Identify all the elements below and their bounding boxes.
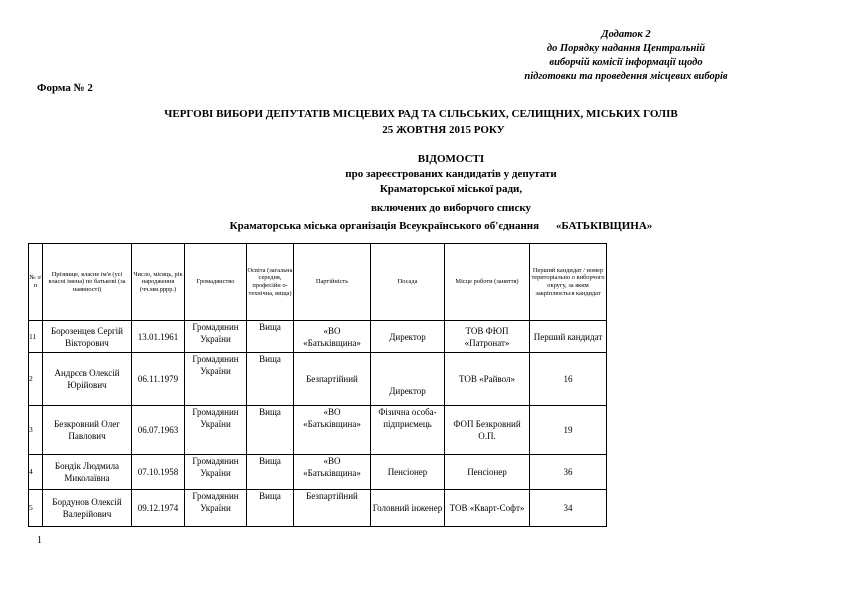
cell-district: Перший кандидат: [530, 321, 607, 353]
cell-name: Бордунов Олексій Валерійович: [43, 490, 132, 527]
title-line-2: 25 ЖОВТНЯ 2015 РОКУ: [382, 124, 505, 136]
cell-workplace: ТОВ ФЮП «Патронат»: [445, 321, 530, 353]
heading-line-4: включених до виборчого списку: [370, 202, 532, 214]
header-number: № з/п: [29, 244, 43, 321]
cell-number: 11: [29, 321, 43, 353]
cell-dob: 06.11.1979: [132, 353, 185, 406]
party-name: «БАТЬКІВЩИНА»: [555, 220, 653, 232]
cell-position: Пенсіонер: [371, 455, 445, 490]
organization-name: Краматорська міська організація Всеукраїнського об'єднання: [229, 220, 540, 232]
heading-line-3: Краматорської міської ради,: [379, 183, 523, 195]
cell-number: 2: [29, 353, 43, 406]
header-position: Посада: [371, 244, 445, 321]
form-number: Форма № 2: [37, 82, 93, 94]
cell-position: Директор: [371, 321, 445, 353]
cell-education: Вища: [247, 353, 294, 406]
cell-workplace: Пенсіонер: [445, 455, 530, 490]
cell-citizenship: Громадянин України: [185, 406, 247, 455]
cell-dob: 06.07.1963: [132, 406, 185, 455]
cell-position: Директор: [371, 353, 445, 406]
header-citizenship: Громадянство: [185, 244, 247, 321]
header-workplace: Місце роботи (заняття): [445, 244, 530, 321]
page-number: 1: [37, 535, 42, 546]
candidates-table: [28, 243, 607, 527]
cell-education: Вища: [247, 490, 294, 527]
cell-position: Головний інженер: [371, 490, 445, 527]
annex-line-4: підготовки та проведення місцевих виборів: [524, 71, 728, 82]
cell-citizenship: Громадянин України: [185, 455, 247, 490]
header-party: Партійність: [294, 244, 371, 321]
document-title: [0, 106, 842, 138]
title-line-1: ЧЕРГОВІ ВИБОРИ ДЕПУТАТІВ МІСЦЕВИХ РАД ТА СІЛЬСЬКИХ, СЕЛИЩНИХ, МІСЬКИХ ГОЛІВ: [164, 108, 678, 120]
cell-education: Вища: [247, 406, 294, 455]
cell-workplace: ФОП Безкровний О.П.: [445, 406, 530, 455]
cell-name: Борозенцев Сергій Вікторович: [43, 321, 132, 353]
cell-party: Безпартійний: [294, 353, 371, 406]
cell-name: Безкровний Олег Павлович: [43, 406, 132, 455]
cell-party: «ВО «Батьківщина»: [294, 406, 371, 455]
header-dob: Число, місяць, рік народження (чч.мм.рррр.): [132, 244, 185, 321]
cell-district: 36: [530, 455, 607, 490]
heading-line-2: про зареєстрованих кандидатів у депутати: [345, 168, 557, 180]
header-district: Перший кандидат / номер територіально о виборчого округу, за яким закріплюється кандидат: [530, 244, 607, 321]
cell-citizenship: Громадянин України: [185, 490, 247, 527]
table-row: [29, 490, 607, 527]
cell-number: 4: [29, 455, 43, 490]
cell-dob: 07.10.1958: [132, 455, 185, 490]
cell-citizenship: Громадянин України: [185, 321, 247, 353]
cell-workplace: ТОВ «Кварт-Софт»: [445, 490, 530, 527]
cell-district: 16: [530, 353, 607, 406]
cell-party: «ВО «Батьківщина»: [294, 321, 371, 353]
cell-party: Безпартійний: [294, 490, 371, 527]
cell-number: 5: [29, 490, 43, 527]
annex-line-2: до Порядку надання Центральній: [546, 43, 706, 54]
cell-name: Бондік Людмила Миколаївна: [43, 455, 132, 490]
cell-district: 34: [530, 490, 607, 527]
table-row: [29, 353, 607, 406]
cell-number: 3: [29, 406, 43, 455]
cell-workplace: ТОВ «Райвол»: [445, 353, 530, 406]
cell-district: 19: [530, 406, 607, 455]
document-heading: [0, 152, 842, 216]
annex-block: [476, 28, 776, 84]
cell-name: Андрєєв Олексій Юрійович: [43, 353, 132, 406]
cell-dob: 13.01.1961: [132, 321, 185, 353]
cell-education: Вища: [247, 321, 294, 353]
header-education: Освіта (загальна середня, професійн о-технічна, вища): [247, 244, 294, 321]
table-row: [29, 321, 607, 353]
cell-education: Вища: [247, 455, 294, 490]
annex-line-3: виборчій комісії інформації щодо: [549, 57, 703, 68]
header-name: Прізвище, власне ім'я (усі власні імена) по батькові (за наявності): [43, 244, 132, 321]
cell-party: «ВО «Батьківщина»: [294, 455, 371, 490]
cell-citizenship: Громадянин України: [185, 353, 247, 406]
annex-line-1: Додаток 2: [601, 29, 651, 40]
cell-position: Фізична особа-підприємець: [371, 406, 445, 455]
organization-line: [0, 220, 842, 232]
heading-line-1: ВІДОМОСТІ: [417, 153, 485, 165]
table-header-row: [29, 244, 607, 321]
table-row: [29, 455, 607, 490]
table-row: [29, 406, 607, 455]
cell-dob: 09.12.1974: [132, 490, 185, 527]
